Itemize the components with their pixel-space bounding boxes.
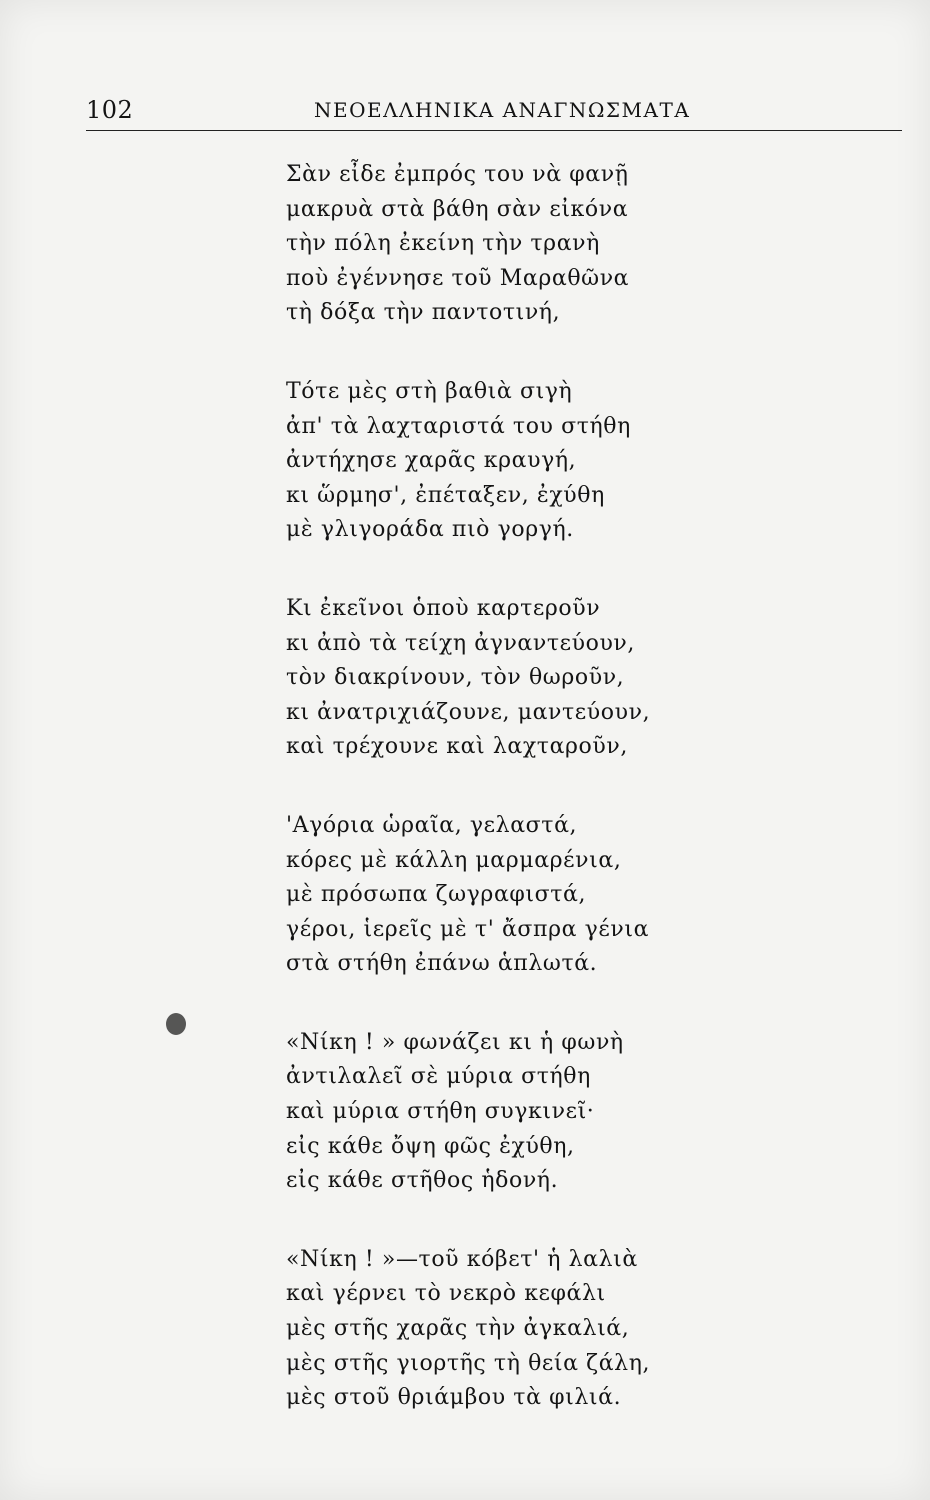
stanza bbox=[286, 1243, 756, 1416]
poem-line: Τότε μὲς στὴ βαθιὰ σιγὴ bbox=[286, 378, 573, 404]
stanza bbox=[286, 592, 756, 765]
poem-line: ἀντήχησε χαρᾶς κραυγή, bbox=[286, 448, 577, 474]
poem-line: ἀπ' τὰ λαχταριστά του στήθη bbox=[286, 413, 631, 439]
poem-line: εἰς κάθε στῆθος ἡδονή. bbox=[286, 1168, 559, 1194]
poem-line: μὲς στῆς γιορτῆς τὴ θεία ζάλη, bbox=[286, 1350, 651, 1376]
poem-line: ποὺ ἐγέννησε τοῦ Μαραθῶνα bbox=[286, 265, 630, 291]
poem-line: 'Αγόρια ὡραῖα, γελαστά, bbox=[286, 812, 578, 838]
ink-spot-mark bbox=[166, 1013, 186, 1035]
poem-line: καὶ μύρια στήθη συγκινεῖ· bbox=[286, 1099, 595, 1125]
poem-line: τὴ δόξα τὴν παντοτινή, bbox=[286, 300, 561, 326]
poem-line: μὲ πρόσωπα ζωγραφιστά, bbox=[286, 882, 587, 908]
running-title: ΝΕΟΕΛΛΗΝΙΚΑ ΑΝΑΓΝΩΣΜΑΤΑ bbox=[314, 98, 691, 122]
stanza bbox=[286, 809, 756, 982]
poem-line: γέροι, ἱερεῖς μὲ τ' ἄσπρα γένια bbox=[286, 916, 650, 942]
stanza bbox=[286, 375, 756, 548]
poem-line: εἰς κάθε ὄψη φῶς ἐχύθη, bbox=[286, 1133, 575, 1159]
poem-line: τὴν πόλη ἐκείνη τὴν τρανὴ bbox=[286, 231, 600, 257]
stanza bbox=[286, 1026, 756, 1199]
poem-line: «Νίκη ! » φωνάζει κι ἡ φωνὴ bbox=[286, 1029, 624, 1055]
poem-line: μακρυὰ στὰ βάθη σὰν εἰκόνα bbox=[286, 196, 629, 222]
header-rule bbox=[86, 130, 902, 131]
poem-line: καὶ γέρνει τὸ νεκρὸ κεφάλι bbox=[286, 1281, 606, 1307]
poem-line: μὲ γλιγοράδα πιὸ γοργή. bbox=[286, 517, 574, 543]
poem-line: κι ἀνατριχιάζουνε, μαντεύουν, bbox=[286, 699, 651, 725]
poem-line: Σὰν εἶδε ἐμπρός του νὰ φανῇ bbox=[286, 162, 629, 187]
page-header bbox=[86, 96, 902, 136]
poem-line: ἀντιλαλεῖ σὲ μύρια στήθη bbox=[286, 1064, 591, 1090]
poem-line: στὰ στήθη ἐπάνω ἁπλωτά. bbox=[286, 951, 598, 977]
poem-line: κι ἀπὸ τὰ τείχη ἀγναντεύουν, bbox=[286, 630, 635, 656]
poem-line: καὶ τρέχουνε καὶ λαχταροῦν, bbox=[286, 734, 628, 760]
poem-line: κι ὥρμησ', ἐπέταξεν, ἐχύθη bbox=[286, 482, 605, 508]
poem-line: κόρες μὲ κάλλη μαρμαρένια, bbox=[286, 847, 622, 873]
poem-line: «Νίκη ! »—τοῦ κόβετ' ἡ λαλιὰ bbox=[286, 1246, 638, 1272]
poem-line: Κι ἐκεῖνοι ὁποὺ καρτεροῦν bbox=[286, 595, 601, 621]
poem-line: μὲς στοῦ θριάμβου τὰ φιλιά. bbox=[286, 1385, 622, 1411]
poem-line: μὲς στῆς χαρᾶς τὴν ἀγκαλιά, bbox=[286, 1316, 630, 1342]
poem-line: τὸν διακρίνουν, τὸν θωροῦν, bbox=[286, 665, 625, 691]
poem-body bbox=[286, 158, 756, 1460]
stanza bbox=[286, 158, 756, 331]
page-number: 102 bbox=[86, 96, 134, 124]
